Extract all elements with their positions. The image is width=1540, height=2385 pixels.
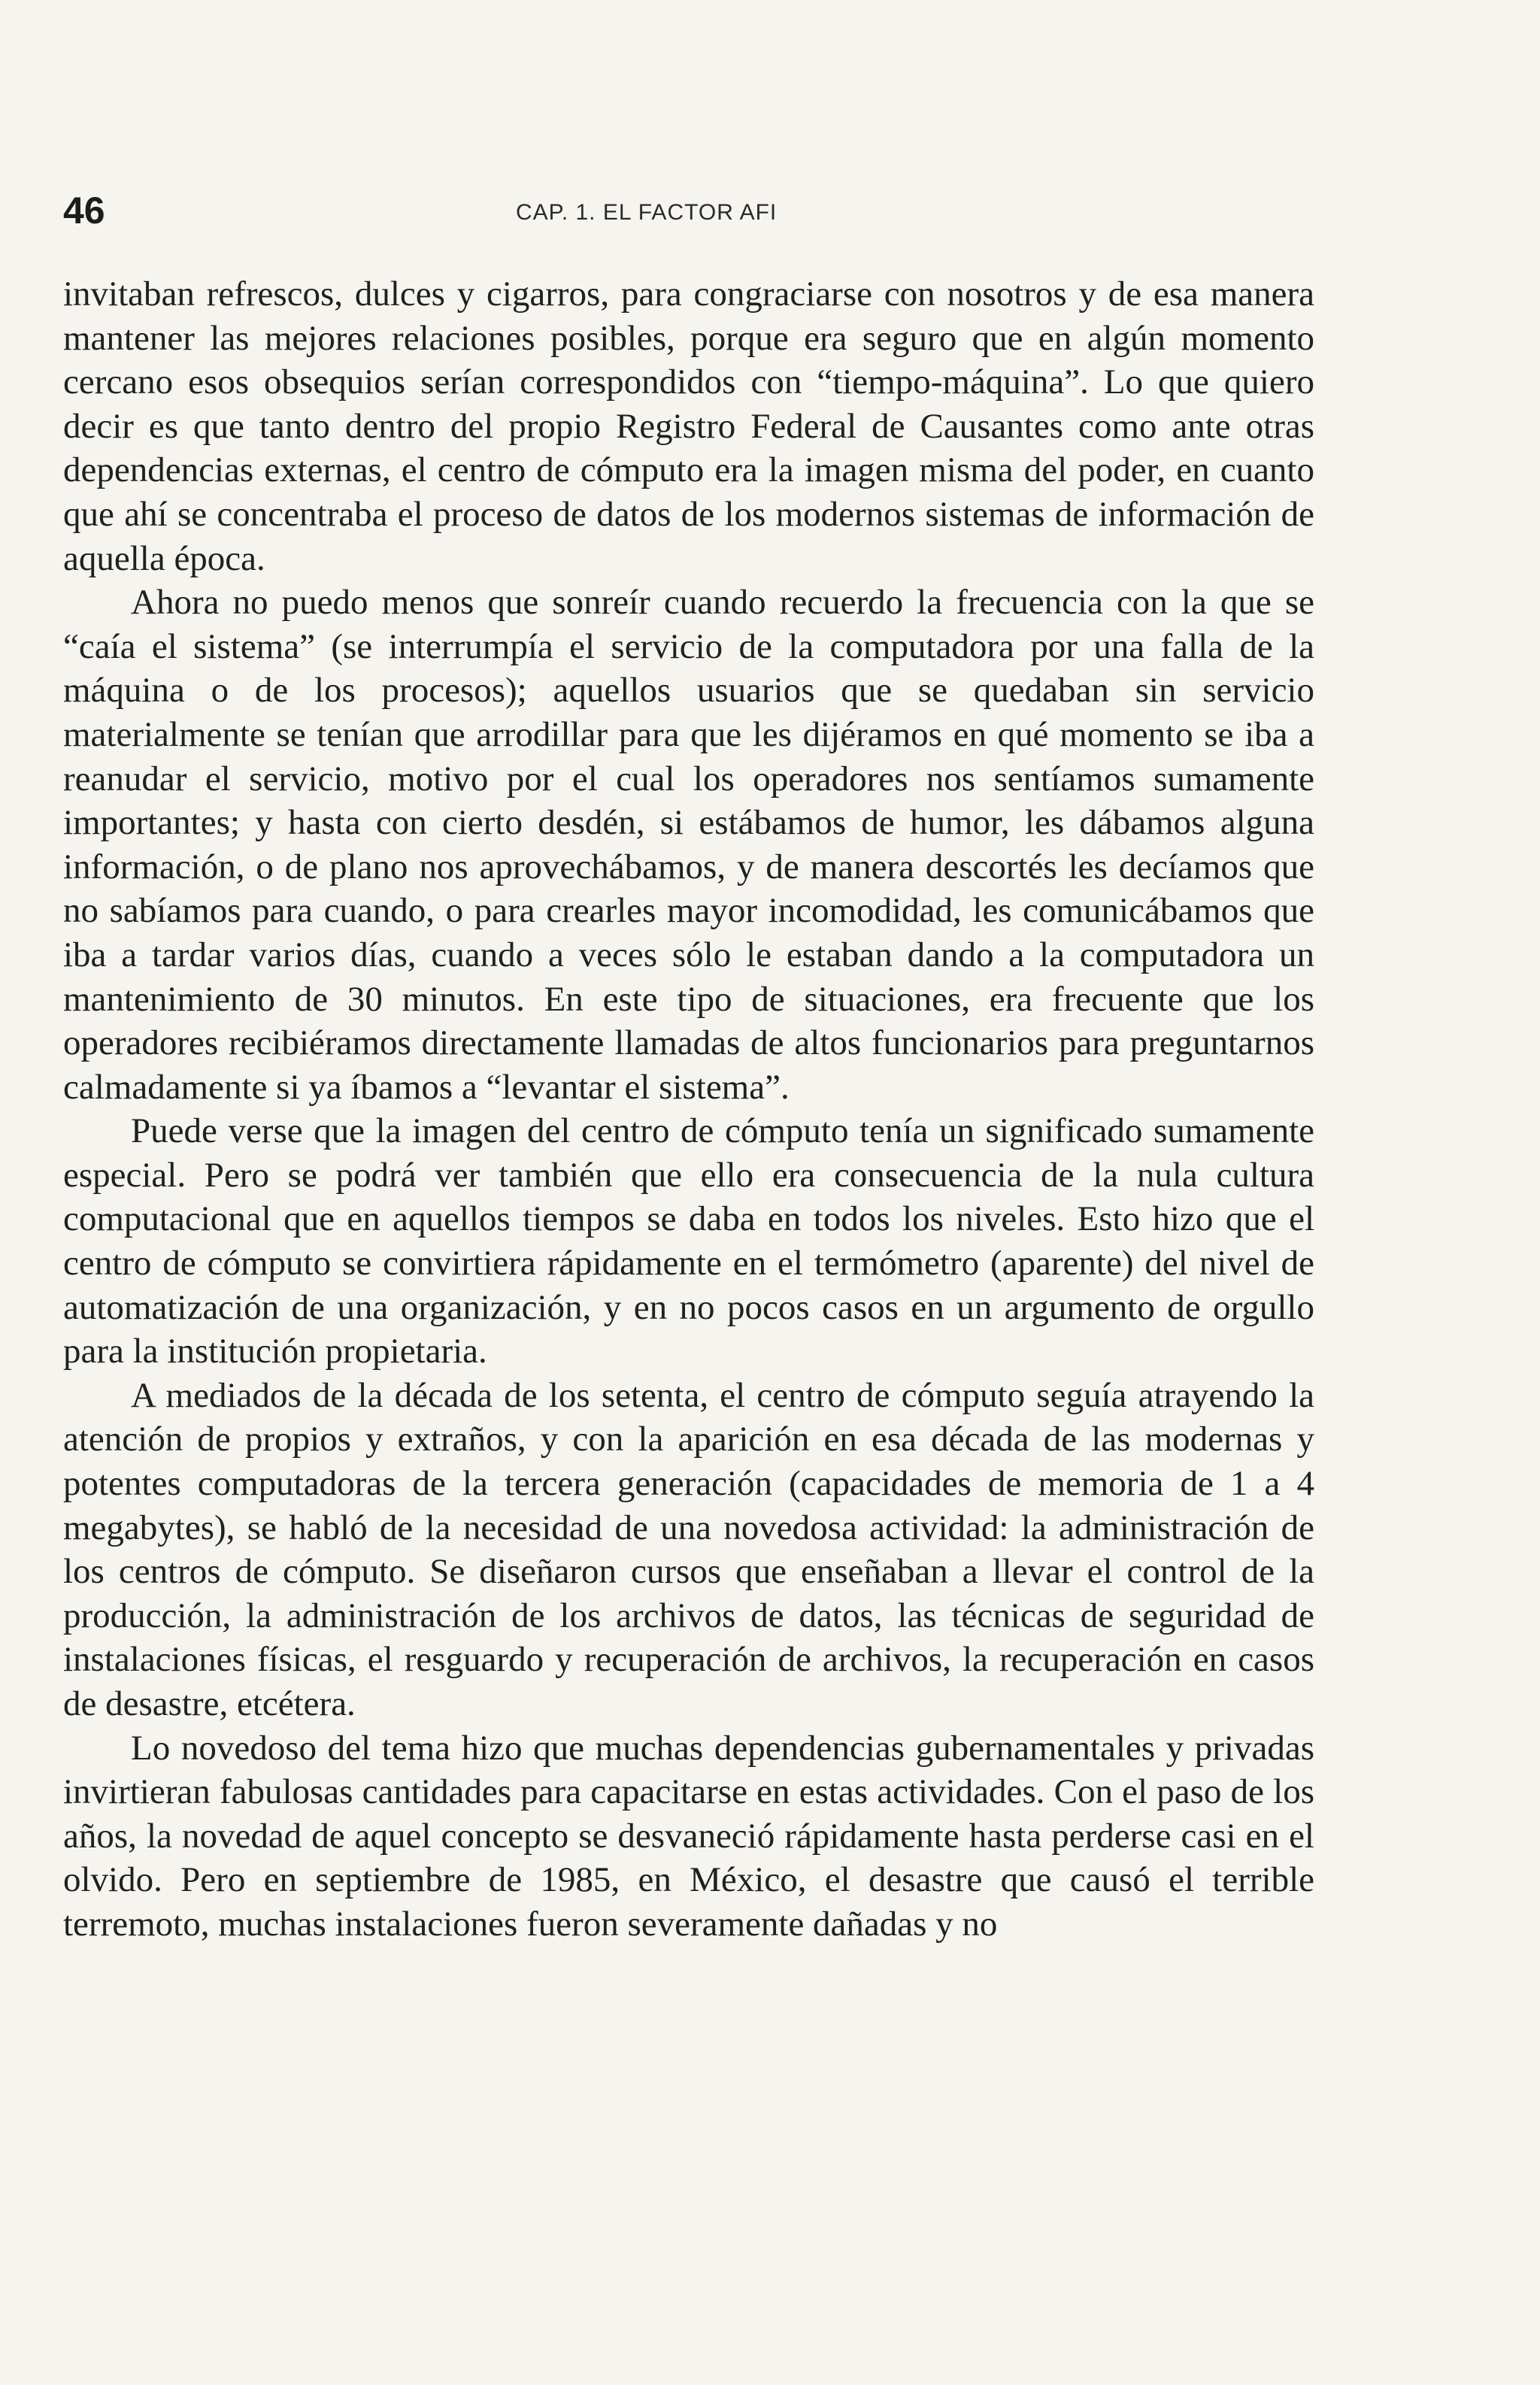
page-number: 46 bbox=[63, 189, 105, 232]
paragraph: Puede verse que la imagen del centro de cómputo tenía un significado sumamente especial. Pero se podrá ver también que ello era consecuencia de la nula cultura computacional que en aquellos tiempos se daba en todos los niveles. Esto hizo que el centro de cómputo se convirtiera rápidamente en el termómetro (aparente) del nivel de automatización de una organización, y en no pocos casos en un argumento de orgullo para la institución propietaria. bbox=[63, 1111, 1314, 1371]
running-head: CAP. 1. EL FACTOR AFI bbox=[516, 200, 778, 225]
paragraph: A mediados de la década de los setenta, el centro de cómputo seguía atrayendo la atención de propios y extraños, y con la aparición en esa década de las modernas y potentes computadoras de la tercera generación (capacidades de memoria de 1 a 4 megabytes), se habló de la necesidad de una novedosa actividad: la administración de los centros de cómputo. Se diseñaron cursos que enseñaban a llevar el control de la producción, la administración de los archivos de datos, las técnicas de seguridad de instalaciones físicas, el resguardo y recuperación de archivos, la recuperación en casos de desastre, etcétera. bbox=[63, 1375, 1314, 1723]
paragraph: Ahora no puedo menos que sonreír cuando recuerdo la frecuencia con la que se “caía el sistema” (se interrumpía el servicio de la computadora por una falla de la máquina o de los procesos); aquellos usuarios que se quedaban sin servicio materialmente se tenían que arrodillar para que les dijéramos en qué momento se iba a reanudar el servicio, motivo por el cual los operadores nos sentíamos sumamente importantes; y hasta con cierto desdén, si estábamos de humor, les dábamos alguna información, o de plano nos aprovechábamos, y de manera descortés les decíamos que no sabíamos para cuando, o para crearles mayor incomodidad, les comunicábamos que iba a tardar varios días, cuando a veces sólo le estaban dando a la computadora un mantenimiento de 30 minutos. En este tipo de situaciones, era frecuente que los operadores recibiéramos directamente llamadas de altos funcionarios para preguntarnos calmadamente si ya íbamos a “levantar el sistema”. bbox=[63, 583, 1314, 1107]
page-header bbox=[63, 188, 1311, 233]
paragraph: invitaban refrescos, dulces y cigarros, para congraciarse con nosotros y de esa manera mantener las mejores relaciones posibles, porque era seguro que en algún momento cercano esos obsequios serían correspondidos con “tiempo-máquina”. Lo que quiero decir es que tanto dentro del propio Registro Federal de Causantes como ante otras dependencias externas, el centro de cómputo era la imagen misma del poder, en cuanto que ahí se concentraba el proceso de datos de los modernos sistemas de información de aquella época. bbox=[63, 274, 1314, 578]
body-text bbox=[63, 272, 1314, 1947]
paragraph: Lo novedoso del tema hizo que muchas dependencias gubernamentales y privadas invirtieran fabulosas cantidades para capacitarse en estas actividades. Con el paso de los años, la novedad de aquel concepto se desvaneció rápidamente hasta perderse casi en el olvido. Pero en septiembre de 1985, en México, el desastre que causó el terrible terremoto, muchas instalaciones fueron severamente dañadas y no bbox=[63, 1728, 1314, 1944]
